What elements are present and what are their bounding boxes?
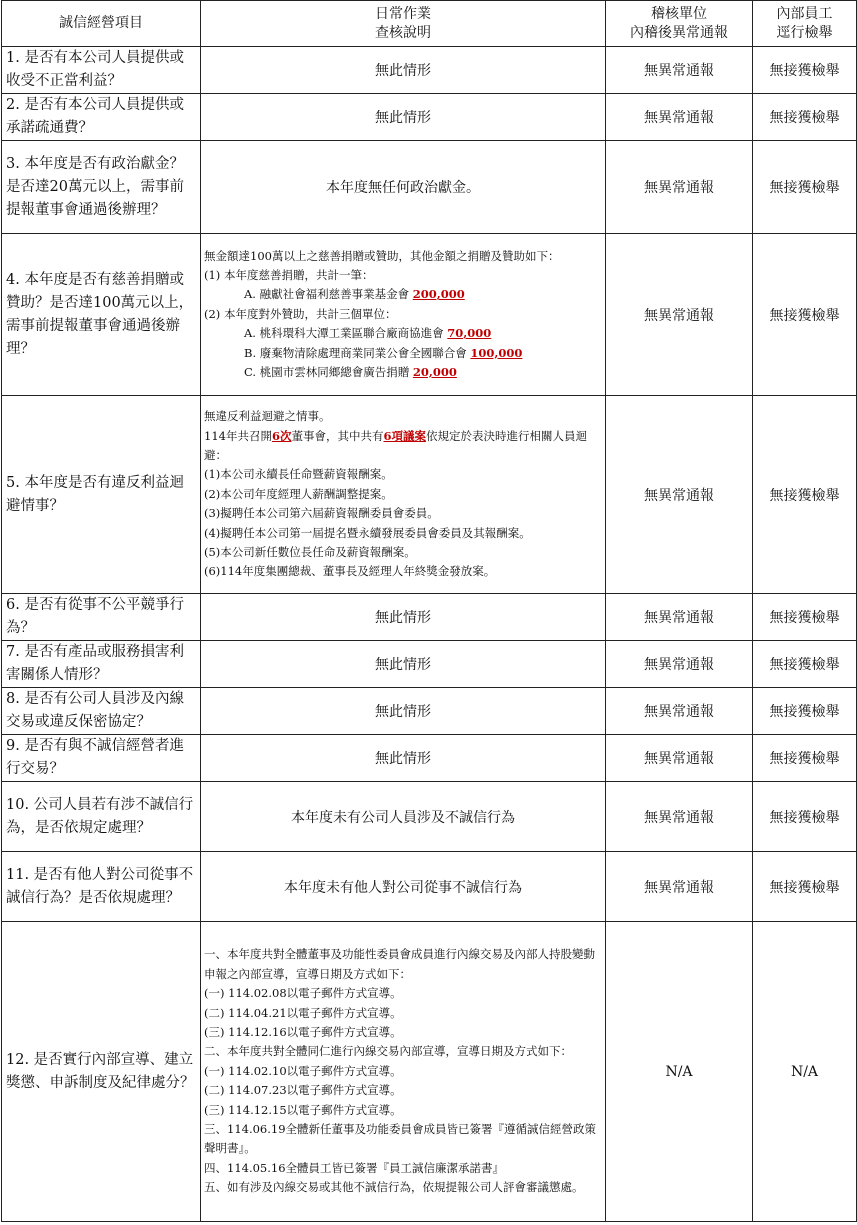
item-cell: 5. 本年度是否有違反利益迴避情事？ [2, 396, 201, 594]
report-cell: 無接獲檢舉 [753, 852, 857, 922]
motion-item: (1)本公司永續長任命暨薪資報酬案。 [204, 467, 393, 482]
audit-cell: 無異常通報 [606, 594, 753, 641]
description-cell: 本年度未有他人對公司從事不誠信行為 [201, 852, 606, 922]
header-audit-unit: 稽核單位 內稽後異常通報 [606, 1, 753, 47]
table-row [2, 735, 857, 782]
report-cell: 無接獲檢舉 [753, 94, 857, 141]
motion-item: (3)擬聘任本公司第六屆薪資報酬委員會委員。 [204, 506, 439, 521]
desc-text: 無違反利益迴避之情事。 [204, 409, 331, 424]
item-cell: 9. 是否有與不誠信經營者進行交易？ [2, 735, 201, 782]
sponsor-amount: 70,000 [447, 326, 492, 341]
report-cell: 無接獲檢舉 [753, 396, 857, 594]
table-row [2, 594, 857, 641]
desc-text: (2) 本年度對外贊助，共計三個單位： [204, 306, 397, 321]
table-row [2, 94, 857, 141]
report-cell: 無接獲檢舉 [753, 141, 857, 234]
table-row [2, 396, 857, 594]
description-cell [201, 396, 606, 594]
sponsor-item: C. 桃園市雲林同鄉總會廣告捐贈 20,000 [244, 365, 457, 380]
motion-item: (5)本公司新任數位長任命及薪資報酬案。 [204, 545, 416, 560]
report-cell: 無接獲檢舉 [753, 234, 857, 396]
desc-text: 無金額達100萬以上之慈善捐贈或贊助，其他金額之捐贈及贊助如下： [204, 248, 560, 263]
donation-amount: 200,000 [412, 287, 465, 302]
desc-text: 五、如有涉及內線交易或其他不誠信行為，依規提報公司人評會審議懲處。 [204, 1180, 584, 1195]
audit-cell: 無異常通報 [606, 141, 753, 234]
description-cell: 無此情形 [201, 47, 606, 94]
desc-text: (三) 114.12.16以電子郵件方式宣導。 [204, 1024, 402, 1039]
desc-text: (一) 114.02.10以電子郵件方式宣導。 [204, 1063, 402, 1078]
donation-item: A. 融獻社會福利慈善事業基金會 200,000 [244, 287, 465, 302]
audit-cell: N/A [606, 922, 753, 1222]
desc-text: 114年共召開6次董事會，其中共有6項議案依規定於表決時進行相關人員迴避： [204, 428, 587, 462]
audit-cell: 無異常通報 [606, 782, 753, 852]
description-cell: 無此情形 [201, 594, 606, 641]
desc-text: (1) 本年度慈善捐贈，共計一筆： [204, 267, 374, 282]
report-cell: 無接獲檢舉 [753, 641, 857, 688]
report-cell: 無接獲檢舉 [753, 735, 857, 782]
sponsor-amount: 20,000 [412, 365, 457, 380]
description-cell: 本年度未有公司人員涉及不誠信行為 [201, 782, 606, 852]
report-cell: N/A [753, 922, 857, 1222]
report-cell: 無接獲檢舉 [753, 688, 857, 735]
item-cell: 2. 是否有本公司人員提供或承諾疏通費？ [2, 94, 201, 141]
desc-text: (二) 114.04.21以電子郵件方式宣導。 [204, 1005, 402, 1020]
item-cell: 6. 是否有從事不公平競爭行為？ [2, 594, 201, 641]
item-cell: 7. 是否有產品或服務損害利害關係人情形？ [2, 641, 201, 688]
description-cell: 無此情形 [201, 641, 606, 688]
desc-text: 二、本年度共對全體同仁進行內線交易內部宣導，宣導日期及方式如下： [204, 1044, 572, 1059]
report-cell: 無接獲檢舉 [753, 782, 857, 852]
description-cell: 本年度無任何政治獻金。 [201, 141, 606, 234]
description-cell: 無此情形 [201, 94, 606, 141]
table-row [2, 922, 857, 1222]
audit-cell: 無異常通報 [606, 688, 753, 735]
item-cell: 4. 本年度是否有慈善捐贈或贊助？是否達100萬元以上，需事前提報董事會通過後辦理？ [2, 234, 201, 396]
description-cell [201, 922, 606, 1222]
sponsor-amount: 100,000 [470, 345, 523, 360]
desc-text: (二) 114.07.23以電子郵件方式宣導。 [204, 1083, 402, 1098]
table-row [2, 234, 857, 396]
motion-item: (4)擬聘任本公司第一屆提名暨永續發展委員會委員及其報酬案。 [204, 525, 531, 540]
description-cell: 無此情形 [201, 688, 606, 735]
header-employee-report: 內部員工 逕行檢舉 [753, 1, 857, 47]
header-description: 日常作業 查核說明 [201, 1, 606, 47]
table-row [2, 47, 857, 94]
meeting-count: 6次 [271, 428, 292, 443]
audit-cell: 無異常通報 [606, 735, 753, 782]
item-cell: 8. 是否有公司人員涉及內線交易或違反保密協定？ [2, 688, 201, 735]
audit-cell: 無異常通報 [606, 641, 753, 688]
sponsor-item: B. 廢棄物清除處理商業同業公會全國聯合會 100,000 [244, 345, 523, 360]
desc-text: (一) 114.02.08以電子郵件方式宣導。 [204, 986, 402, 1001]
report-cell: 無接獲檢舉 [753, 594, 857, 641]
table-row [2, 782, 857, 852]
audit-cell: 無異常通報 [606, 234, 753, 396]
item-cell: 12. 是否實行內部宣導、建立獎懲、申訴制度及紀律處分？ [2, 922, 201, 1222]
table-row [2, 641, 857, 688]
audit-cell: 無異常通報 [606, 94, 753, 141]
audit-cell: 無異常通報 [606, 47, 753, 94]
desc-text: 一、本年度共對全體董事及功能性委員會成員進行內線交易及內部人持股變動申報之內部宣導，宣導日期及方式如下： [204, 947, 595, 981]
table-row [2, 688, 857, 735]
table-row [2, 141, 857, 234]
desc-text: (三) 114.12.15以電子郵件方式宣導。 [204, 1102, 402, 1117]
desc-text: 三、114.06.19全體新任董事及功能委員會成員皆已簽署『遵循誠信經營政策聲明書』。 [204, 1122, 597, 1156]
desc-text: 四、114.05.16全體員工皆已簽署『員工誠信廉潔承諾書』 [204, 1160, 505, 1175]
motion-item: (6)114年度集團總裁、董事長及經理人年終獎金發放案。 [204, 564, 496, 579]
description-cell [201, 234, 606, 396]
audit-cell: 無異常通報 [606, 852, 753, 922]
header-item: 誠信經營項目 [2, 1, 201, 47]
report-cell: 無接獲檢舉 [753, 47, 857, 94]
sponsor-item: A. 桃科環科大潭工業區聯合廠商協進會 70,000 [244, 326, 492, 341]
item-cell: 11. 是否有他人對公司從事不誠信行為？是否依規處理？ [2, 852, 201, 922]
audit-cell: 無異常通報 [606, 396, 753, 594]
motion-count: 6項議案 [383, 428, 426, 443]
integrity-audit-table [1, 0, 857, 1222]
item-cell: 1. 是否有本公司人員提供或收受不正當利益？ [2, 47, 201, 94]
item-cell: 10. 公司人員若有涉不誠信行為，是否依規定處理？ [2, 782, 201, 852]
table-row [2, 852, 857, 922]
item-cell: 3. 本年度是否有政治獻金？是否達20萬元以上，需事前提報董事會通過後辦理？ [2, 141, 201, 234]
table-header-row [2, 1, 857, 47]
motion-item: (2)本公司年度經理人薪酬調整提案。 [204, 486, 393, 501]
description-cell: 無此情形 [201, 735, 606, 782]
